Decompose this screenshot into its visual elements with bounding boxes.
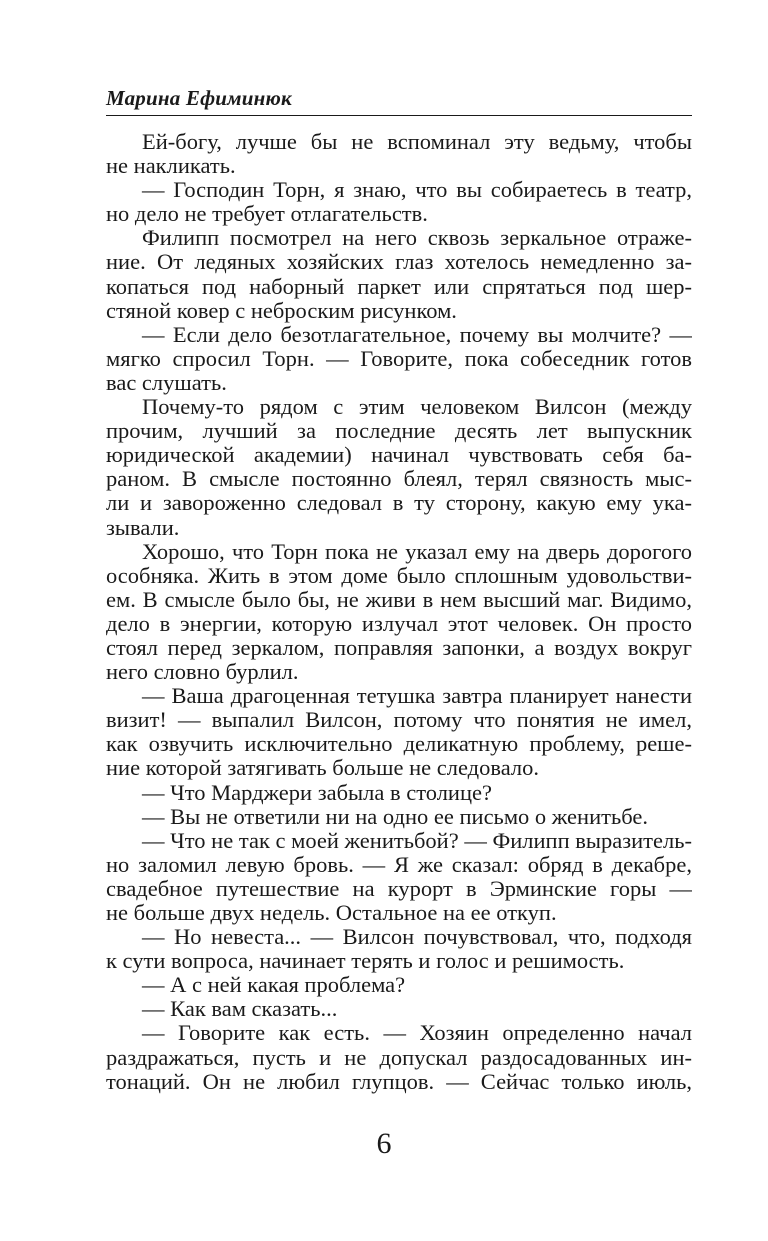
text-line: — А с ней какая проблема? bbox=[142, 973, 406, 998]
text-line: не накликать. bbox=[106, 154, 236, 179]
text-line: — Ваша драгоценная тетушка завтра планирует нанести bbox=[142, 684, 692, 709]
body-text bbox=[106, 130, 692, 1094]
text-line: Ей-богу, лучше бы не вспоминал эту ведьму, чтобы bbox=[142, 130, 692, 154]
text-line: — Вы не ответили ни на одно ее письмо о женитьбе. bbox=[142, 804, 648, 829]
text-line: — Господин Торн, я знаю, что вы собираетесь в театр, bbox=[142, 178, 692, 203]
text-line: ли и завороженно следовал в ту сторону, какую ему ука- bbox=[106, 491, 692, 516]
text-line: Филипп посмотрел на него сквозь зеркальное отраже- bbox=[142, 226, 692, 251]
text-line: ем. В смысле было бы, не живи в нем высший маг. Видимо, bbox=[106, 587, 692, 612]
text-line: Хорошо, что Торн пока не указал ему на дверь дорогого bbox=[142, 539, 692, 564]
text-line: вас слушать. bbox=[106, 370, 227, 395]
text-line: как озвучить исключительно деликатную проблему, реше- bbox=[106, 732, 692, 757]
text-line: юридической академии) начинал чувствовать себя ба- bbox=[106, 443, 692, 468]
text-line: Почему-то рядом с этим человеком Вилсон (между bbox=[142, 395, 692, 420]
running-header-author: Марина Ефиминюк bbox=[106, 86, 292, 110]
text-line: не больше двух недель. Остальное на ее откуп. bbox=[106, 901, 557, 925]
text-line: но дело не требует отлагательств. bbox=[106, 202, 428, 227]
header-divider bbox=[106, 115, 692, 116]
text-line: ние. От ледяных хозяйских глаз хотелось немедленно за- bbox=[106, 250, 692, 275]
text-line: — Если дело безотлагательное, почему вы молчите? — bbox=[142, 322, 692, 347]
text-line: — Как вам сказать... bbox=[142, 997, 338, 1022]
text-line: свадебное путешествие на курорт в Эрминские горы — bbox=[106, 876, 692, 901]
text-line: — Что не так с моей женитьбой? — Филипп выразитель- bbox=[142, 828, 692, 853]
text-line: мягко спросил Торн. — Говорите, пока собеседник готов bbox=[106, 346, 692, 371]
text-line: дело в энергии, которую излучал этот человек. Он просто bbox=[106, 611, 692, 636]
page-number: 6 bbox=[376, 1127, 392, 1160]
text-line: стоял перед зеркалом, поправляя запонки, а воздух вокруг bbox=[106, 635, 692, 660]
text-line: — Но невеста... — Вилсон почувствовал, что, подходя bbox=[142, 925, 692, 950]
text-line: визит! — выпалил Вилсон, потому что понятия не имел, bbox=[106, 708, 692, 733]
text-line: стяной ковер с неброским рисунком. bbox=[106, 298, 457, 323]
text-line: — Что Марджери забыла в столице? bbox=[142, 780, 492, 805]
text-line: к сути вопроса, начинает терять и голос и решимость. bbox=[106, 949, 625, 974]
text-line: ние которой затягивать больше не следовало. bbox=[106, 756, 539, 781]
text-line: раздражаться, пусть и не допускал раздосадованных ин- bbox=[106, 1045, 692, 1070]
text-line: раном. В смысле постоянно блеял, терял связность мыс- bbox=[106, 467, 692, 492]
text-line: зывали. bbox=[106, 515, 180, 540]
text-line: но заломил левую бровь. — Я же сказал: обряд в декабре, bbox=[106, 852, 692, 877]
text-line: копаться под наборный паркет или спрятаться под шер- bbox=[106, 274, 692, 299]
text-line: тонаций. Он не любил глупцов. — Сейчас только июль, bbox=[106, 1069, 692, 1094]
text-line: особняка. Жить в этом доме было сплошным удовольстви- bbox=[106, 563, 692, 588]
text-line: прочим, лучший за последние десять лет выпускник bbox=[106, 419, 692, 444]
text-line: него словно бурлил. bbox=[106, 660, 299, 685]
text-line: — Говорите как есть. — Хозяин определенно начал bbox=[142, 1021, 692, 1046]
